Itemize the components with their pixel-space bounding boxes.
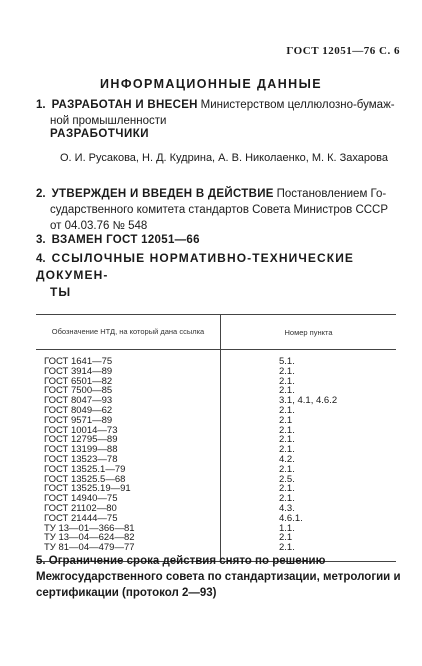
section-5-number: 5. <box>36 555 46 567</box>
table-header-row <box>36 315 396 350</box>
cell-clause: 2.1. <box>279 375 295 387</box>
cell-document: ГОСТ 13525.19—91 <box>36 484 221 494</box>
table-row <box>36 350 396 367</box>
section-3-number: 3. <box>36 234 46 246</box>
section-1-heading: РАЗРАБОТАН И ВНЕСЕН <box>51 99 198 111</box>
cell-document: ГОСТ 13199—88 <box>36 445 221 455</box>
section-1-body-b: ной промышленности <box>50 115 167 127</box>
cell-clause: 2.5. <box>279 473 295 485</box>
section-2-number: 2. <box>36 188 46 200</box>
section-5 <box>36 553 402 601</box>
section-3-heading: ВЗАМЕН ГОСТ 12051—66 <box>51 234 200 246</box>
cell-document: ГОСТ 12795—89 <box>36 435 221 445</box>
cell-clause: 2.1. <box>279 463 295 475</box>
cell-document: ГОСТ 3914—89 <box>36 367 221 377</box>
cell-document: ГОСТ 13525.5—68 <box>36 475 221 485</box>
cell-clause: 2.1. <box>279 404 295 416</box>
section-2-body-b: сударственного комитета стандартов Совета Министров СССР <box>50 204 389 216</box>
cell-document: ГОСТ 13525.1—79 <box>36 465 221 475</box>
section-1-body-a: Министерством целлюлозно-бумаж- <box>200 99 395 111</box>
cell-clause: 2.1. <box>279 483 295 495</box>
cell-document: ГОСТ 9571—89 <box>36 416 221 426</box>
cell-document: ГОСТ 21102—80 <box>36 504 221 514</box>
page-header-ref: ГОСТ 12051—76 С. 6 <box>286 45 400 57</box>
cell-clause: 4.6.1. <box>279 512 303 524</box>
cell-document: ГОСТ 13523—78 <box>36 455 221 465</box>
cell-document: ГОСТ 14940—75 <box>36 494 221 504</box>
section-1-number: 1. <box>36 99 46 111</box>
cell-document: ГОСТ 8047—93 <box>36 396 221 406</box>
section-1 <box>36 97 402 129</box>
cell-document: ТУ 81—04—479—77 <box>36 543 221 561</box>
section-4-number: 4. <box>36 253 46 265</box>
section-2-body-c: от 04.03.76 № 548 <box>50 220 148 232</box>
cell-clause: 2.1. <box>279 444 295 456</box>
cell-clause: 3.1, 4.1, 4.6.2 <box>279 395 338 407</box>
cell-clause: 4.2. <box>279 453 295 465</box>
cell-clause: 2.1. <box>279 385 295 397</box>
cell-clause: 2.1. <box>279 424 295 436</box>
section-4-heading-b: ТЫ <box>50 285 72 299</box>
cell-clause: 5.1. <box>279 356 295 367</box>
cell-clause: 2.1. <box>279 434 295 446</box>
cell-clause: 2.1 <box>279 414 293 426</box>
cell-clause: 4.3. <box>279 502 295 514</box>
section-4-heading-a: ССЫЛОЧНЫЕ НОРМАТИВНО-ТЕХНИЧЕСКИЕ ДОКУМЕН- <box>36 251 355 282</box>
reference-documents-table <box>36 314 396 561</box>
document-title: ИНФОРМАЦИОННЫЕ ДАННЫЕ <box>100 77 322 91</box>
cell-clause: 2.1 <box>279 532 293 544</box>
section-2 <box>36 186 402 234</box>
cell-clause: 2.1. <box>279 542 295 554</box>
table-body <box>36 350 396 561</box>
developers-names: О. И. Русакова, Н. Д. Кудрина, А. В. Николаенко, М. К. Захарова <box>60 152 388 164</box>
column-header-clause: Номер пункта <box>221 315 397 350</box>
section-5-text: Ограничение срока действия снято по решению Межгосударственного совета по стандартизации, метрологии и сертификации (протокол 2—93) <box>36 555 401 599</box>
cell-document: ГОСТ 10014—73 <box>36 426 221 436</box>
column-header-document: Обозначение НТД, на который дана ссылка <box>36 315 221 350</box>
cell-document: ГОСТ 8049—62 <box>36 406 221 416</box>
section-2-body-a: Постановлением Го- <box>276 188 387 200</box>
cell-document: ТУ 13—01—366—81 <box>36 524 221 534</box>
section-4 <box>36 250 402 300</box>
cell-document: ГОСТ 1641—75 <box>36 350 221 367</box>
section-2-heading: УТВЕРЖДЕН И ВВЕДЕН В ДЕЙСТВИЕ <box>51 188 274 200</box>
cell-document: ТУ 13—04—624—82 <box>36 533 221 543</box>
section-3 <box>36 232 402 248</box>
cell-document: ГОСТ 7500—85 <box>36 386 221 396</box>
cell-document: ГОСТ 6501—82 <box>36 377 221 387</box>
cell-clause: 2.1. <box>279 365 295 377</box>
cell-clause: 1.1. <box>279 522 295 534</box>
cell-clause: 2.1. <box>279 493 295 505</box>
cell-document: ГОСТ 21444—75 <box>36 514 221 524</box>
developers-title: РАЗРАБОТЧИКИ <box>50 128 149 140</box>
